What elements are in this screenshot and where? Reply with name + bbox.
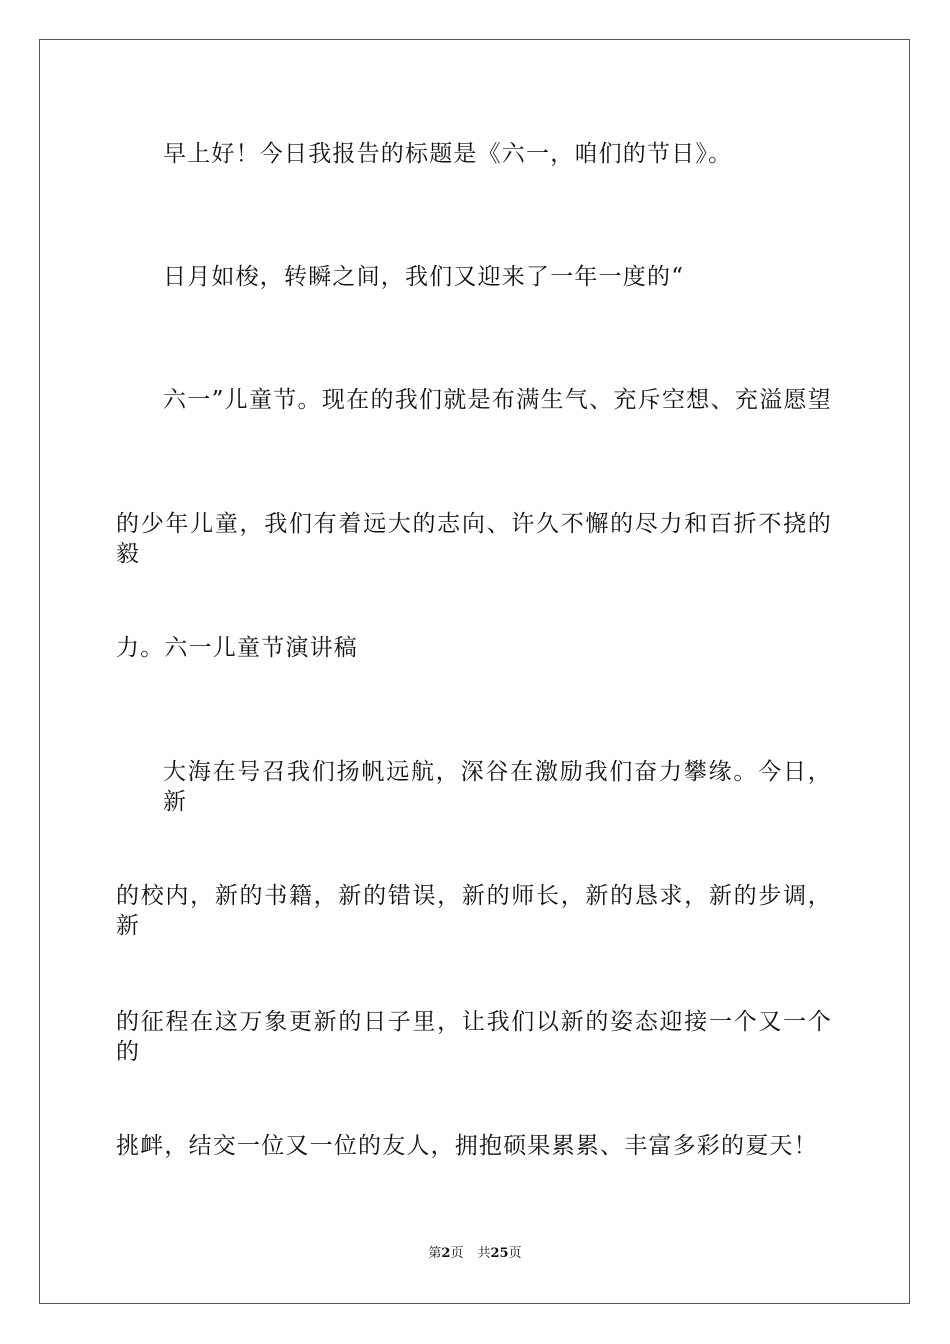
paragraph-line-7: 的校内，新的书籍，新的错误，新的师长，新的恳求，新的步调，新 <box>116 883 832 939</box>
footer-total-unit: 页 <box>508 1246 522 1261</box>
footer-page-current: 2 <box>441 1246 451 1261</box>
paragraph-line-5: 力。六一儿童节演讲稿 <box>116 635 358 661</box>
paragraph-line-6: 大海在号召我们扬帆远航，深谷在激励我们奋力攀缘。今日，新 <box>163 759 832 815</box>
footer-page-prefix: 第 <box>428 1246 442 1261</box>
footer-page-total: 25 <box>490 1246 509 1261</box>
page-border <box>39 39 910 1304</box>
page-footer <box>0 1245 950 1263</box>
paragraph-line-8: 的征程在这万象更新的日子里，让我们以新的姿态迎接一个又一个的 <box>116 1009 832 1065</box>
paragraph-line-1: 早上好！今日我报告的标题是《六一，咱们的节日》。 <box>163 141 733 167</box>
paragraph-line-3: 六一”儿童节。现在的我们就是布满生气、充斥空想、充溢愿望 <box>163 387 832 413</box>
paragraph-line-9: 挑衅，结交一位又一位的友人，拥抱硕果累累、丰富多彩的夏天！ <box>116 1133 818 1159</box>
paragraph-line-2: 日月如梭，转瞬之间，我们又迎来了一年一度的“ <box>163 264 685 290</box>
paragraph-line-4: 的少年儿童，我们有着远大的志向、许久不懈的尽力和百折不挠的毅 <box>116 511 832 567</box>
footer-total-prefix: 共 <box>477 1246 491 1261</box>
footer-page-unit: 页 <box>450 1246 464 1261</box>
